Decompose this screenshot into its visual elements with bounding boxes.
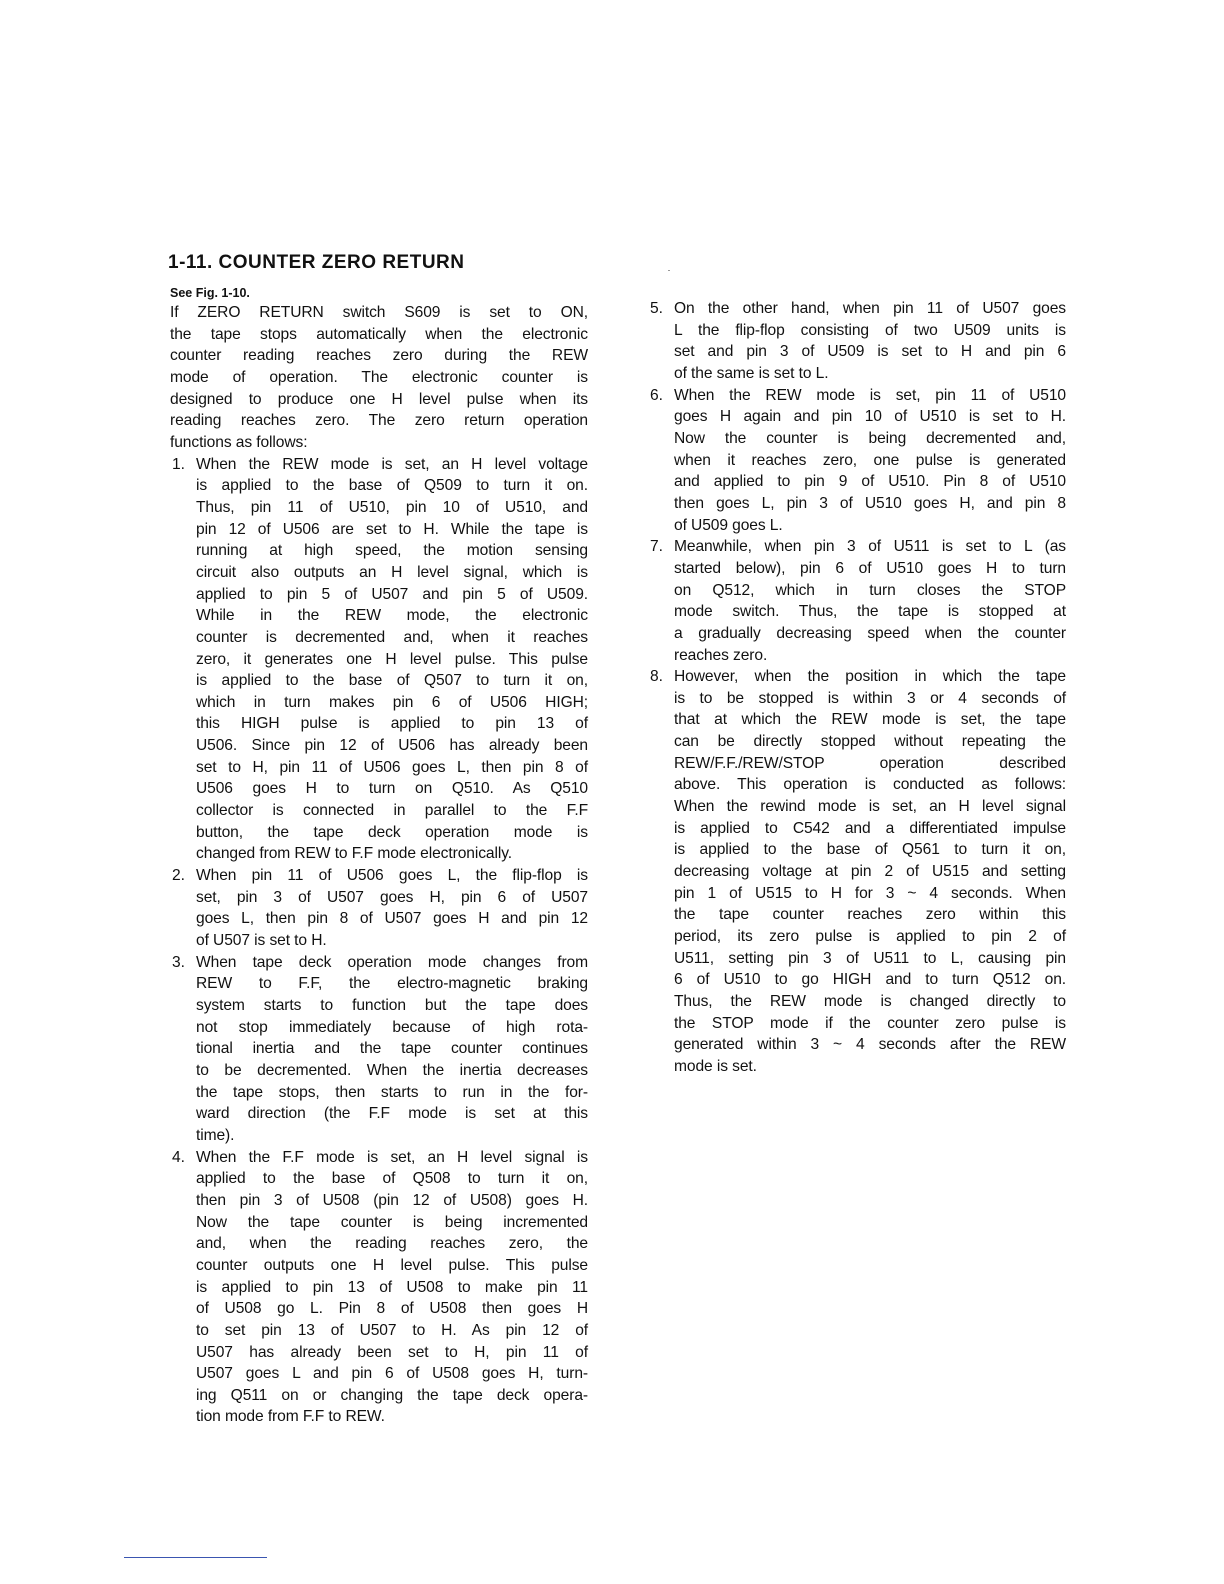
text-line: U506 goes H to turn on Q510. As Q510 — [196, 780, 588, 798]
text-line: 6 of U510 to go HIGH and to turn Q512 on. — [674, 971, 1066, 989]
scan-speck — [668, 270, 670, 271]
text-line: Thus, pin 11 of U510, pin 10 of U510, and — [196, 498, 588, 516]
text-line: button, the tape deck operation mode is — [196, 823, 588, 841]
list-item-number: 4. — [172, 1148, 185, 1166]
text-line: U507 goes L and pin 6 of U508 goes H, turn- — [196, 1365, 588, 1383]
text-line: then pin 3 of U508 (pin 12 of U508) goes H. — [196, 1191, 588, 1209]
text-line: pin 12 of U506 are set to H. While the tape is — [196, 520, 588, 538]
text-line: is applied to C542 and a differentiated impulse — [674, 819, 1066, 837]
text-line: When the REW mode is set, pin 11 of U510 — [674, 386, 1066, 404]
text-line: counter reading reaches zero during the REW — [170, 347, 588, 365]
text-line: reading reaches zero. The zero return operation — [170, 412, 588, 430]
text-line: of U508 go L. Pin 8 of U508 then goes H — [196, 1300, 588, 1318]
text-line: When tape deck operation mode changes from — [196, 953, 588, 971]
list-item — [170, 1147, 588, 1429]
list-item — [650, 298, 1066, 385]
text-line: circuit also outputs an H level signal, which is — [196, 563, 588, 581]
text-line: applied to the base of Q508 to turn it on, — [196, 1170, 588, 1188]
text-line: functions as follows: — [170, 433, 308, 451]
text-line: When the F.F mode is set, an H level signal is — [196, 1148, 588, 1166]
text-line: then goes L, pin 3 of U510 goes H, and pin 8 — [674, 494, 1066, 512]
text-line: mode of operation. The electronic counter is — [170, 368, 588, 386]
text-line: system starts to function but the tape does — [196, 997, 588, 1014]
text-line: U507 has already been set to H, pin 11 of — [196, 1343, 588, 1361]
text-line: set to H, pin 11 of U506 goes L, then pin 8 of — [196, 758, 588, 776]
text-line: counter is decremented and, when it reaches — [196, 628, 588, 646]
text-line: of the same is set to L. — [674, 364, 829, 382]
text-line: REW/F.F./REW/STOP operation described — [674, 754, 1066, 772]
text-line: the tape stops, then starts to run in the for- — [196, 1083, 588, 1101]
text-line: L the flip-flop consisting of two U509 units is — [674, 321, 1066, 339]
text-line: When the REW mode is set, an H level voltage — [196, 455, 588, 473]
text-line: counter outputs one H level pulse. This pulse — [196, 1256, 588, 1274]
text-line: reaches zero. — [674, 646, 768, 664]
text-line: and, when the reading reaches zero, the — [196, 1235, 588, 1253]
text-line: Meanwhile, when pin 3 of U511 is set to L (as — [674, 538, 1066, 556]
right-numbered-list — [650, 298, 1066, 1078]
text-line: U506. Since pin 12 of U506 has already been — [196, 737, 588, 755]
list-item-number: 6. — [650, 386, 663, 404]
text-line: tional inertia and the tape counter continues — [196, 1040, 588, 1058]
text-line: Now the counter is being decremented and, — [674, 429, 1066, 447]
text-line: zero, it generates one H level pulse. This pulse — [196, 650, 588, 668]
list-item-number: 1. — [172, 455, 185, 473]
text-line: period, its zero pulse is applied to pin 2 of — [674, 928, 1066, 946]
text-line: to set pin 13 of U507 to H. As pin 12 of — [196, 1321, 588, 1339]
text-line: changed from REW to F.F mode electronically. — [196, 845, 512, 863]
list-item — [650, 536, 1066, 666]
text-line: applied to pin 5 of U507 and pin 5 of U509. — [196, 585, 588, 603]
text-line: U511, setting pin 3 of U511 to L, causing pin — [674, 949, 1066, 967]
list-item — [650, 385, 1066, 537]
text-line: when it reaches zero, one pulse is generated — [674, 451, 1066, 469]
list-item — [170, 454, 588, 865]
text-line: started below), pin 6 of U510 goes H to turn — [674, 559, 1066, 577]
section-title: 1-11. COUNTER ZERO RETURN — [168, 252, 465, 273]
text-line: tion mode from F.F to REW. — [196, 1408, 385, 1426]
text-line: While in the REW mode, the electronic — [196, 607, 588, 625]
text-line: When the rewind mode is set, an H level signal — [674, 798, 1066, 816]
list-item-number: 8. — [650, 668, 663, 686]
text-line: the tape stops automatically when the electronic — [170, 325, 588, 343]
text-line: this HIGH pulse is applied to pin 13 of — [196, 715, 588, 733]
list-item — [170, 865, 588, 952]
text-line: mode is set. — [674, 1057, 757, 1075]
text-line: a gradually decreasing speed when the counter — [674, 624, 1066, 642]
text-line: is applied to the base of Q507 to turn it on, — [196, 672, 588, 690]
text-line: goes L, then pin 8 of U507 goes H and pin 12 — [196, 910, 588, 928]
text-line: can be directly stopped without repeating the — [674, 733, 1066, 751]
text-line: mode switch. Thus, the tape is stopped at — [674, 603, 1066, 621]
footnote-divider — [124, 1557, 267, 1558]
list-item-number: 2. — [172, 867, 185, 885]
text-line: the tape counter reaches zero within this — [674, 906, 1066, 924]
list-item-number: 7. — [650, 538, 663, 556]
text-line: above. This operation is conducted as follows: — [674, 776, 1066, 794]
text-line: the STOP mode if the counter zero pulse is — [674, 1014, 1066, 1032]
list-item — [650, 666, 1066, 1077]
text-line: ing Q511 on or changing the tape deck opera- — [196, 1386, 588, 1404]
text-line: on Q512, which in turn closes the STOP — [674, 581, 1066, 599]
text-line: that at which the REW mode is set, the tape — [674, 711, 1066, 729]
list-item — [170, 952, 588, 1147]
text-line: However, when the position in which the tape — [674, 668, 1066, 686]
text-line: generated within 3 ~ 4 seconds after the REW — [674, 1036, 1066, 1054]
text-line: Thus, the REW mode is changed directly to — [674, 993, 1066, 1010]
text-line: collector is connected in parallel to the F.F — [196, 802, 588, 820]
text-line: and applied to pin 9 of U510. Pin 8 of U510 — [674, 473, 1066, 491]
list-item-number: 3. — [172, 953, 185, 971]
text-line: On the other hand, when pin 11 of U507 goes — [674, 300, 1066, 317]
text-line: running at high speed, the motion sensing — [196, 542, 588, 560]
text-line: to be decremented. When the inertia decreases — [196, 1061, 588, 1079]
text-line: designed to produce one H level pulse when its — [170, 390, 588, 408]
text-line: time). — [196, 1126, 235, 1144]
text-line: ward direction (the F.F mode is set at this — [196, 1105, 588, 1123]
list-item-number: 5. — [650, 300, 663, 317]
intro-paragraph — [170, 302, 588, 454]
text-line: is to be stopped is within 3 or 4 seconds of — [674, 689, 1066, 707]
text-line: of U509 goes L. — [674, 516, 783, 534]
text-line: goes H again and pin 10 of U510 is set to H. — [674, 408, 1066, 426]
figure-reference: See Fig. 1-10. — [170, 286, 250, 300]
text-line: is applied to the base of Q561 to turn it on, — [674, 841, 1066, 859]
text-line: which in turn makes pin 6 of U506 HIGH; — [196, 693, 588, 711]
text-line: pin 1 of U515 to H for 3 ~ 4 seconds. When — [674, 884, 1066, 902]
right-column — [650, 298, 1066, 1078]
left-column — [170, 302, 588, 1428]
text-line: not stop immediately because of high rota- — [196, 1018, 588, 1036]
text-line: is applied to the base of Q509 to turn it on. — [196, 477, 588, 495]
text-line: is applied to pin 13 of U508 to make pin 11 — [196, 1278, 588, 1296]
text-line: set, pin 3 of U507 goes H, pin 6 of U507 — [196, 888, 588, 906]
text-line: When pin 11 of U506 goes L, the flip-flop is — [196, 867, 588, 885]
text-line: decreasing voltage at pin 2 of U515 and setting — [674, 863, 1066, 881]
text-line: set and pin 3 of U509 is set to H and pin 6 — [674, 343, 1066, 361]
text-line: REW to F.F, the electro-magnetic braking — [196, 975, 588, 993]
text-line: If ZERO RETURN switch S609 is set to ON, — [170, 304, 588, 321]
text-line: Now the tape counter is being incremented — [196, 1213, 588, 1231]
text-line: of U507 is set to H. — [196, 932, 327, 950]
left-numbered-list — [170, 454, 588, 1429]
